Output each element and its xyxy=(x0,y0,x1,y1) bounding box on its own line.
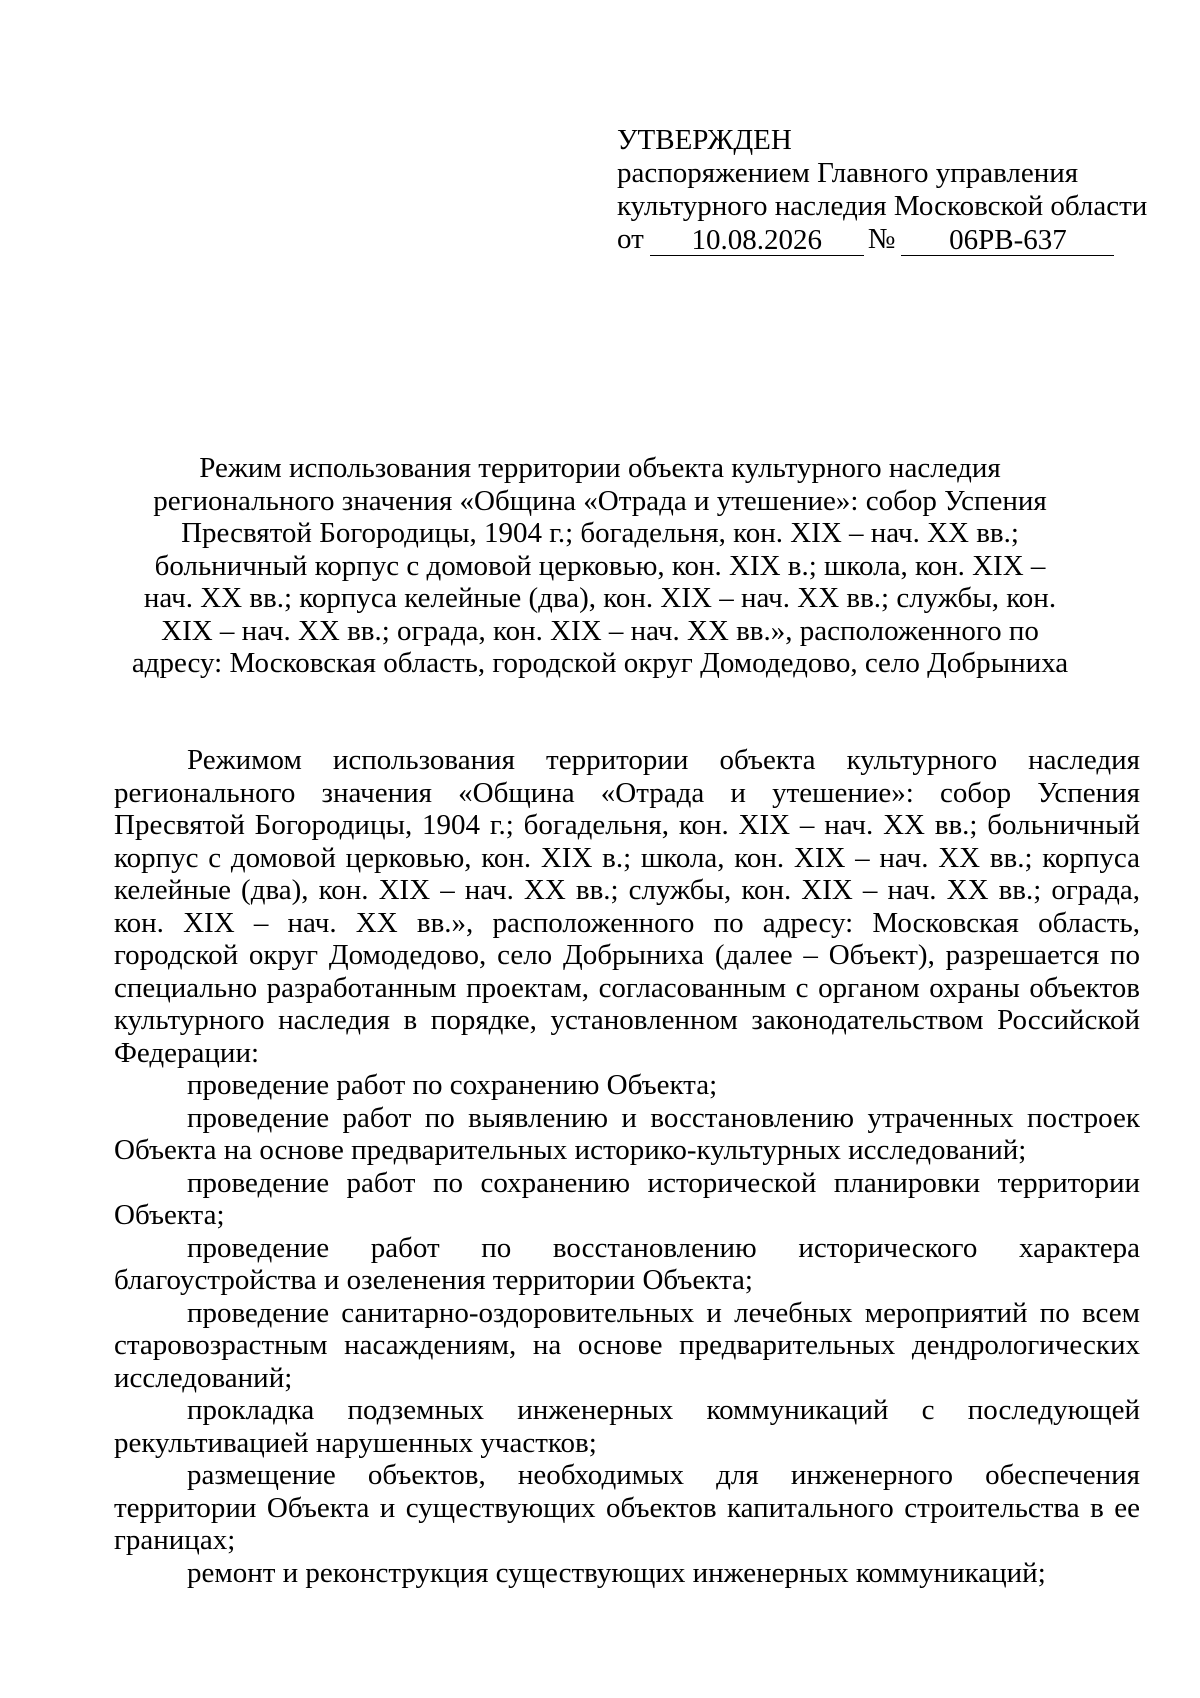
approval-authority-line-2: культурного наследия Московской области xyxy=(617,190,1148,222)
approval-reference xyxy=(617,223,1137,256)
list-item: проведение работ по сохранению Объекта; xyxy=(187,1069,718,1101)
body-intro-paragraph: Режимом использования территории объекта культурного наследия регионального значения «Община «Отрада и утешение»: собор Успения Пресвятой Богородицы, 1904 г.; богадельня, кон. XIX – нач. XX вв.; больничный корпус с домовой церковью, кон. XIX в.; школа, кон. XIX – нач. XX вв.; корпуса келейные (два), кон. XIX – нач. XX вв.; службы, кон. XIX – нач. XX вв.; ограда, кон. XIX – нач. XX вв.», расположенного по адресу: Московская область, городской округ Домодедово, село Добрыниха (далее – Объект), разрешается по специально разработанным проектам, согласованным с органом охраны объектов культурного наследия в порядке, установленном законодательством Российской Федерации: xyxy=(114,744,1140,1069)
list-item: проведение работ по сохранению исторической планировки территории Объекта; xyxy=(114,1166,1140,1231)
approval-authority-line-1: распоряжением Главного управления xyxy=(617,157,1079,189)
list-item: проведение санитарно-оздоровительных и лечебных мероприятий по всем старовозрастным насаждениям, на основе предварительных дендрологических исследований; xyxy=(114,1296,1140,1394)
list-item: проведение работ по выявлению и восстановлению утраченных построек Объекта на основе предварительных историко-культурных исследований; xyxy=(114,1101,1140,1166)
list-item: прокладка подземных инженерных коммуникаций с последующей рекультивацией нарушенных участков; xyxy=(114,1394,1140,1459)
approval-heading: УТВЕРЖДЕН xyxy=(617,124,792,156)
approval-stamp xyxy=(617,124,1148,256)
document-body xyxy=(114,744,1140,1589)
number-prefix: № xyxy=(867,223,896,255)
approval-number: 06РВ-637 xyxy=(901,225,1114,256)
document-title: Режим использования территории объекта культурного наследия регионального значения «Община «Отрада и утешение»: собор Успения Пресвятой Богородицы, 1904 г.; богадельня, кон. XIX – нач. XX вв.; больничный корпус с домовой церковью, кон. XIX в.; школа, кон. XIX – нач. XX вв.; корпуса келейные (два), кон. XIX – нач. XX вв.; службы, кон. XIX – нач. XX вв.; ограда, кон. XIX – нач. XX вв.», расположенного по адресу: Московская область, городской округ Домодедово, село Добрыниха xyxy=(131,452,1069,679)
list-item: ремонт и реконструкция существующих инженерных коммуникаций; xyxy=(187,1556,1046,1589)
approval-date: 10.08.2026 xyxy=(650,225,864,256)
list-item: размещение объектов, необходимых для инженерного обеспечения территории Объекта и существующих объектов капитального строительства в ее границах; xyxy=(114,1459,1140,1556)
date-prefix: от xyxy=(617,223,644,255)
list-item: проведение работ по восстановлению исторического характера благоустройства и озеленения территории Объекта; xyxy=(114,1231,1140,1296)
